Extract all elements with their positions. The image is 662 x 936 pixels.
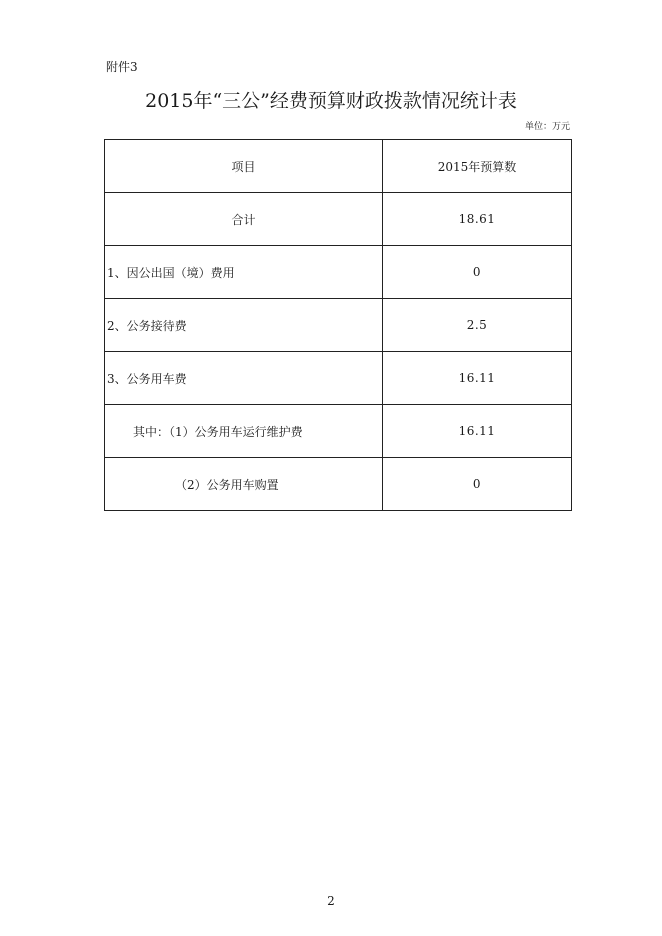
row-value-reception: 2.5 [383, 299, 572, 352]
table-row [105, 458, 572, 511]
header-item: 项目 [105, 140, 383, 193]
row-item-reception: 2、公务接待费 [105, 299, 383, 352]
row-item-vehicle-maintenance: 其中：（1）公务用车运行维护费 [105, 405, 383, 458]
row-value-total: 18.61 [383, 193, 572, 246]
row-value-vehicle-maintenance: 16.11 [383, 405, 572, 458]
page-number: 2 [327, 894, 335, 908]
row-item-total: 合计 [105, 193, 383, 246]
row-item-vehicle-purchase: （2）公务用车购置 [105, 458, 383, 511]
row-value-overseas: 0 [383, 246, 572, 299]
unit-label: 单位：万元 [524, 122, 570, 132]
row-value-vehicle-purchase: 0 [383, 458, 572, 511]
row-item-vehicle: 3、公务用车费 [105, 352, 383, 405]
table-row [105, 299, 572, 352]
page-title: 2015年“三公”经费预算财政拨款情况统计表 [145, 90, 517, 112]
row-value-vehicle: 16.11 [383, 352, 572, 405]
row-item-overseas: 1、因公出国（境）费用 [105, 246, 383, 299]
table-row [105, 193, 572, 246]
attachment-label: 附件3 [106, 60, 138, 74]
table-header-row [105, 140, 572, 193]
table-row [105, 352, 572, 405]
header-budget: 2015年预算数 [383, 140, 572, 193]
table-row [105, 405, 572, 458]
table-row [105, 246, 572, 299]
budget-table [104, 139, 572, 511]
